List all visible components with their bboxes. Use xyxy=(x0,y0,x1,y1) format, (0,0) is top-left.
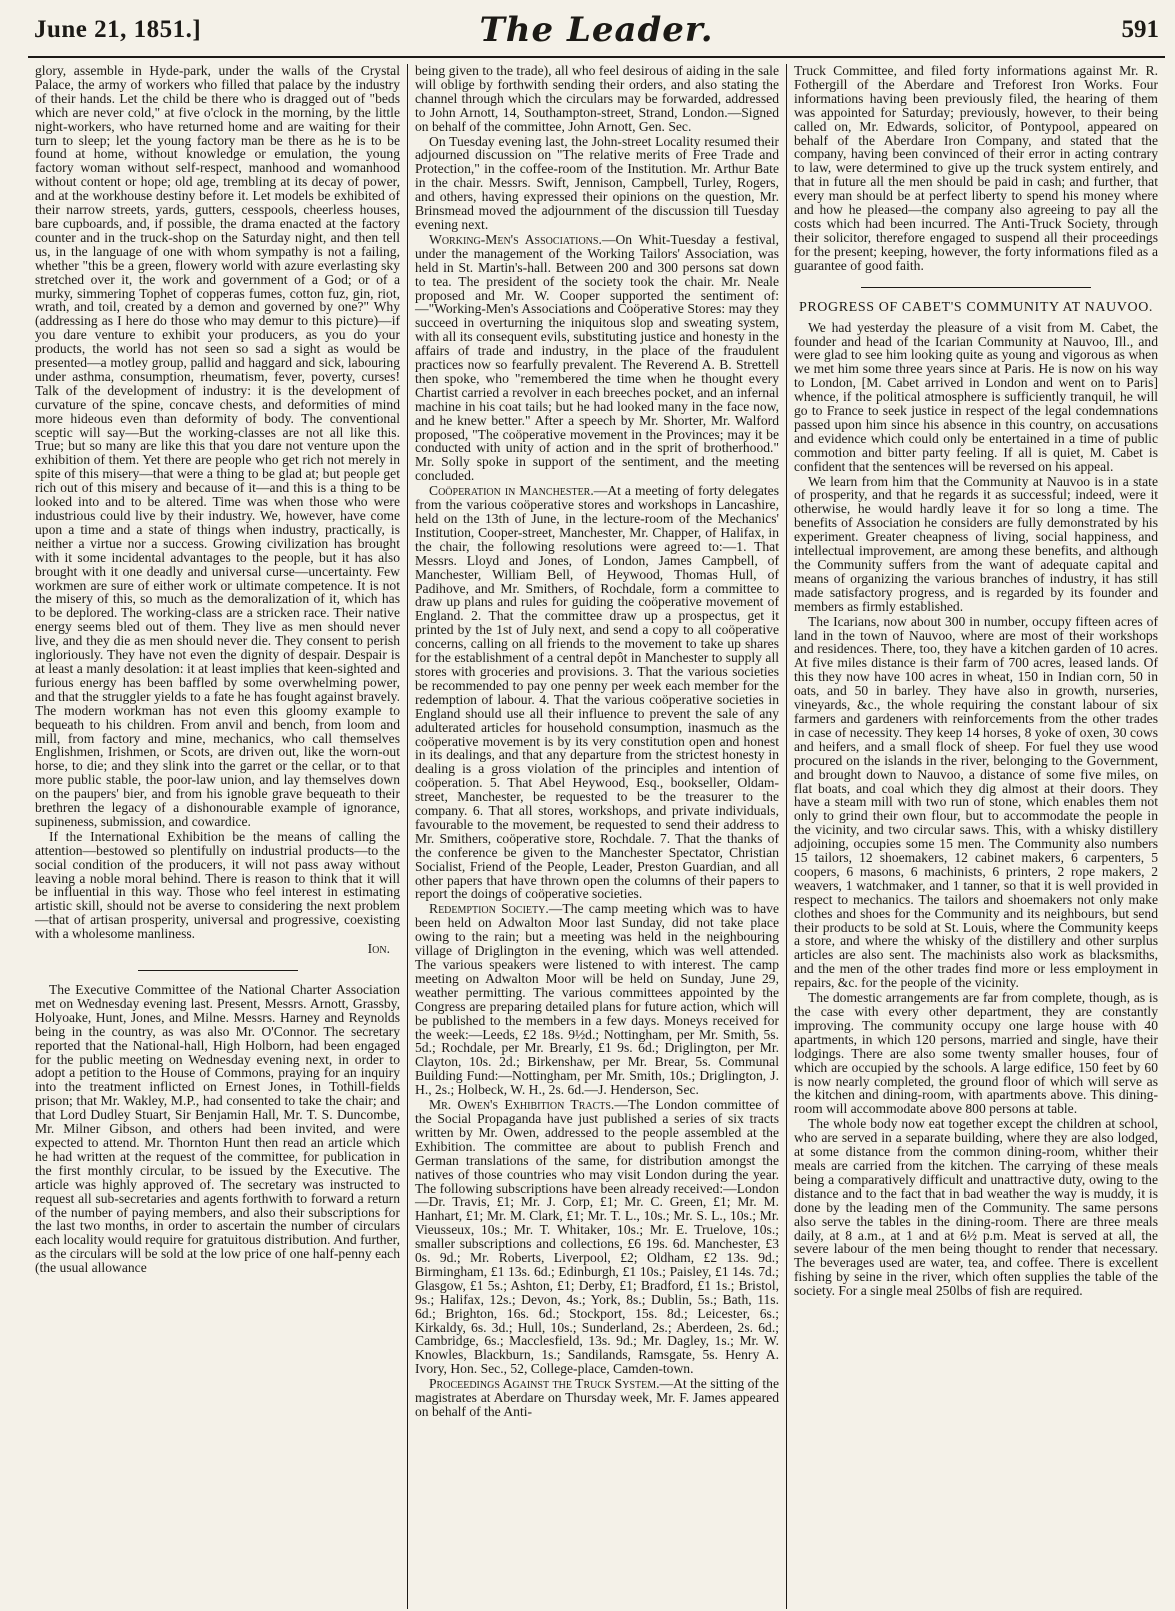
column-2-paragraph-4 xyxy=(415,484,779,901)
column-2-paragraph-5 xyxy=(415,902,779,1097)
column-3-paragraph-6: The whole body now eat together except the children at school, who are served in a separate building, where they are also lodged, at some distance from the common dining-room, whither their meals are carried from the kitchen. The carrying of these meals being a comparatively difficult and unattractive duty, owing to the distance and to the fact that in bad weather the way is muddy, it is done by the leading men of the Community. The same persons also serve the tables in the dining-room. There are three meals daily, at 8 a.m., at 1 and at 6½ p.m. Meat is served at all, the severe labour of the men being thought to render that necessary. The beverages used are water, tea, and coffee. There is excellent fishing by seine in the river, which often supplies the table of the society. For a single meal 250lbs of fish are required. xyxy=(794,1116,1158,1299)
column-2-paragraph-7 xyxy=(415,1377,779,1419)
column-2-paragraph-1: being given to the trade), all who feel desirous of aiding in the sale will oblige by forthwith sending their orders, and also stating the channel through which the circulars may be forwarded, addressed to John Arnott, 14, Southampton-street, Strand, London.—Signed on behalf of the committee, John Arnott, Gen. Sec. xyxy=(415,64,779,134)
column-3-paragraph-4: The Icarians, now about 300 in number, occupy fifteen acres of land in the town of Nauvoo, where are most of their workshops and residences. There, too, they have a kitchen garden of 10 acres. At five miles distance is their farm of 700 acres, leased lands. Of this they now have 100 acres in wheat, 150 in Indian corn, 50 in oats, and 50 in barley. They have also in growth, nurseries, vineyards, &c., the whole requiring the constant labour of six farmers and gardeners with reinforcements from the other trades in case of necessity. They keep 14 horses, 8 yoke of oxen, 30 cows and heifers, and a small flock of sheep. For fuel they use wood procured on the islands in the river, belonging to the Government, and brought down to Nauvoo, a distance of some five miles, on flat boats, and coal which they dig almost at their doors. They have a steam mill with two run of stone, which enables them not only to grind their own flour, but to accommodate the people in the vicinity, and two circular saws. This, with a whisky distillery adjoining, occupies some 15 men. The Community also numbers 15 tailors, 12 shoemakers, 12 cabinet makers, 6 carpenters, 5 coopers, 6 masons, 6 machinists, 6 printers, 2 rope makers, 2 weavers, 1 watchmaker, and 1 tanner, so that it is well provided in respect to mechanics. The tailors and shoemakers not only make clothes and shoes for the Community and its neighbours, but send their products to be sold at St. Louis, where the Community keeps a store, and where the whisky of the distillery and other surplus articles are also sent. The machinists also work as blacksmiths, and the men of the other trades find more or less employment in repairs, &c. for the people of the vicinity. xyxy=(794,613,1158,991)
column-3-paragraph-3: We learn from him that the Community at Nauvoo is in a state of prosperity, and that he regards it as successful; indeed, were it otherwise, he would hardly leave it for so long a time. The benefits of Association he considers are fully demonstrated by his experiment. Greater cheapness of living, social happiness, and intellectual improvement, are among these benefits, and although the Community suffers from the want of adequate capital and means of organizing the various branches of industry, it has still made satisfactory progress, and is regarded by its founder and members as firmly established. xyxy=(794,473,1158,614)
article-columns xyxy=(28,64,1165,1609)
masthead xyxy=(28,6,1165,58)
cooperation-manchester-text: —At a meeting of forty delegates from the various coöperative stores and workshops in Lancashire, held on the 13th of June, in the lecture-room of the Mechanics' Institution, Cooper-street, Manchester, Mr. Chapper, of Halifax, in the chair, the following resolutions were agreed to:—1. That Messrs. Lloyd and Jones, of London, James Campbell, of Manchester, William Bell, of Heywood, Thomas Hull, of Padihove, and Mr. Smithers, of Rochdale, form a committee to draw up plans and rules for guiding the coöperative movement of England. 2. That the committee draw up a prospectus, get it printed by the 1st of July next, and send a copy to all coöperative concerns, calling on all friends to the movement to take up shares for the establishment of a central depôt in Manchester to supply all stores with groceries and provisions. 3. That the various societies be recommended to pay one penny per week each member for the redemption of labour. 4. That the various coöperative societies in England should use all their influence to prevent the sale of any adulterated articles for household consumption, inasmuch as the coöperative movement is by its very constitution open and honest in its dealings, and that any departure from the strictest honesty in dealing is a gross violation of the principles and intention of coöperation. 5. That Abel Heywood, Esq., bookseller, Oldam-street, Manchester, be requested to be the treasurer to the company. 6. That all stores, workshops, and private individuals, favourable to the movement, be requested to send their address to Mr. Smithers, coöperative store, Rochdale. 7. That the thanks of the conference be given to the Manchester Spectator, Christian Socialist, Friend of the People, Leader, Preston Guardian, and all other papers that have thrown open the columns of their papers to report the doings of coöperative societies. xyxy=(415,483,779,902)
column-1-paragraph-2: If the International Exhibition be the means of calling the attention—bestowed so plentifully on industrial products—to the social condition of the producers, it will not pass away without leaving a noble moral behind. There is reason to think that it will be influential in this way. Those who feel interest in estimating artistic skill, should not be averse to considering the next problem—that of artisan prosperity, universal and progressive, coexisting with a wholesome manliness. xyxy=(35,828,400,942)
column-2-paragraph-2: On Tuesday evening last, the John-street Locality resumed their adjourned discussion on "The relative merits of Free Trade and Protection," in the coffee-room of the Institution. Mr. Arthur Bate in the chair. Messrs. Swift, Jennison, Campbell, Turley, Rogers, and others, having expressed their opinions on the question, Mr. Brinsmead moved the adjournment of the discussion till Tuesday evening next. xyxy=(415,133,779,232)
section-divider xyxy=(138,970,298,971)
owen-tracts-heading: Mr. Owen's Exhibition Tracts. xyxy=(429,1097,615,1113)
column-2-paragraph-6 xyxy=(415,1098,779,1376)
owen-tracts-text: —The London committee of the Social Propaganda have just published a series of six tracts written by Mr. Owen, addressed to the people assembled at the Exhibition. The committee are about to publish French and German translations of the same, for distribution amongst the natives of those countries who may visit London during the year. The following subscriptions have been already received:—London—Dr. Travis, £1; Mr. J. Corp, £1; Mr. C. Green, £1; Mr. M. Hanhart, £1; Mr. M. Clark, £1; Mr. T. L., 10s.; Mr. S. L., 10s.; Mr. Vieusseux, 10s.; Mr. T. Whitaker, 10s.; Mr. E. Truelove, 10s.; smaller subscriptions and collections, £6 19s. 6d. Manchester, £3 0s. 9d.; Mr. Roberts, Liverpool, £2; Oldham, £2 13s. 9d.; Birmingham, £1 13s. 6d.; Edinburgh, £1 10s.; Paisley, £1 14s. 7d.; Glasgow, £1 5s.; Ashton, £1; Derby, £1; Bradford, £1 1s.; Bristol, 9s.; Halifax, 12s.; Devon, 4s.; York, 8s.; Dublin, 5s.; Bath, 11s. 6d.; Brighton, 16s. 6d.; Stockport, 15s. 8d.; Leicester, 6s.; Kirkaldy, 6s. 3d.; Hull, 10s.; Sunderland, 2s.; Aberdeen, 2s. 6d.; Cambridge, 6s.; Macclesfield, 13s. 9d.; Mr. Dagley, 1s.; Mr. W. Knowles, Blackburn, 1s.; Sandilands, Ramsgate, 5s. Henry A. Ivory, Hon. Sec., 52, College-place, Camden-town. xyxy=(415,1097,779,1377)
column-2 xyxy=(407,64,786,1609)
newspaper-title: The Leader. xyxy=(479,10,714,50)
section-divider xyxy=(861,287,1091,288)
column-1 xyxy=(28,64,407,1609)
redemption-society-heading: Redemption Society. xyxy=(429,901,549,917)
redemption-society-text: —The camp meeting which was to have been held on Adwalton Moor last Sunday, did not take place owing to the rain; but a meeting was held in the neighbouring village of Driglington in the evening, which was well attended. The various speakers were listened to with interest. The camp meeting on Adwalton Moor will be held on Sunday, June 29, weather permitting. The various committees appointed by the Congress are preparing detailed plans for future action, which will be published to the members in a few days. Moneys received for the week:—Leeds, £2 18s. 9½d.; Nottingham, per Mr. Smith, 5s. 5d.; Rochdale, per Mr. Brearly, £1 9s. 6d.; Driglington, per Mr. Clayton, 10s. 2d.; Birkenshaw, per Mr. Brear, 5s. Communal Building Fund:—Nottingham, per Mr. Smith, 10s.; Driglington, J. H., 2s.; Holbeck, W. H., 2s. 6d.—J. Henderson, Sec. xyxy=(415,901,779,1098)
column-3-paragraph-1: Truck Committee, and filed forty informations against Mr. R. Fothergill of the Aberdare and Treforest Iron Works. Four informations having been previously filed, the hearing of them was appointed for Saturday; previously, however, to their being called on, Mr. Edwards, solicitor, of Pontypool, appeared on behalf of the Aberdare Iron Company, and stated that the company, having been convinced of their error in acting contrary to law, were determined to give up the truck system entirely, and that in future all the men should be paid in cash; and further, that every man should be at perfect liberty to spend his money where and how he pleased—the company also agreeing to pay all the costs which had been incurred. The Anti-Truck Society, through their solicitor, therefore engaged to suspend all their proceedings for the present; keeping, however, the forty informations filed as a guarantee of good faith. xyxy=(794,64,1158,273)
working-men-associations-heading: Working-Men's Associations. xyxy=(429,231,602,247)
column-3-paragraph-5: The domestic arrangements are far from complete, though, as is the case with every other department, they are constantly improving. The community occupy one large house with 40 apartments, in which 120 persons, married and single, have their lodgings. There are also some twenty smaller houses, four of which are occupied by the schools. A large edifice, 150 feet by 60 is now nearly completed, the ground floor of which will serve as the kitchen and dining-room, with apartments above. This dining-room will accommodate above 800 persons at table. xyxy=(794,990,1158,1117)
truck-system-text: —At the sitting of the magistrates at Aberdare on Thursday week, Mr. F. James appeared on behalf of the Anti- xyxy=(415,1376,779,1419)
cooperation-manchester-heading: Coöperation in Manchester. xyxy=(429,483,594,499)
column-3-paragraph-2: We had yesterday the pleasure of a visit from M. Cabet, the founder and head of the Icarian Community at Nauvoo, Ill., and were glad to see him looking quite as young and vigorous as when we met him some three years since at Paris. He is now on his way to London, [M. Cabet arrived in London and went on to Paris] whence, if the political atmosphere is sufficiently tranquil, he will go to France to seek justice in respect of the legal condemnations passed upon him since his absence in this country, on accusations and evidence which could only be entertained in a time of public commotion and bitter party feeling. If all is quiet, M. Cabet is confident that the sentences will be reversed on his appeal. xyxy=(794,319,1158,474)
working-men-associations-text: —On Whit-Tuesday a festival, under the management of the Working Tailors' Association, was held in St. Martin's-hall. Between 200 and 300 persons sat down to tea. The president of the society took the chair. Mr. Neale proposed and Mr. W. Cooper supported the sentiment of:—"Working-Men's Associations and Coöperative Stores: may they succeed in overturning the iniquitous slop and sweating system, with all its consequent evils, substituting justice and honesty in the affairs of trade and industry, in the place of the fraudulent practices now so fearfully prevalent. The Reverend A. B. Strettell then spoke, who "remembered the time when he thought every Chartist carried a revolver in each breeches pocket, and an infernal machine in his coat tails; but he had looked many in the face now, and he knew better." After a speech by Mr. Shorter, Mr. Walford proposed, "The coöperative movement in the Provinces; may it be conducted with unity of action and in the sprit of brotherhood." Mr. Solly spoke in support of the sentiment, and the meeting concluded. xyxy=(415,231,779,484)
column-2-paragraph-3 xyxy=(415,233,779,483)
column-1-paragraph-3: The Executive Committee of the National Charter Association met on Wednesday evening last. Present, Messrs. Arnott, Grassby, Holyoake, Hunt, Jones, and Milne. Messrs. Harney and Reynolds being in the country, as was also Mr. O'Connor. The secretary reported that the National-hall, High Holborn, had been engaged for the public meeting on Wednesday evening next, in order to adopt a petition to the House of Commons, praying for an inquiry into the treatment inflicted on Ernest Jones, in Tothill-fields prison; that Mr. Wakley, M.P., had consented to take the chair; and that Lord Dudley Stuart, Sir Benjamin Hall, Mr. T. S. Duncombe, Mr. Milner Gibson, and others had been invited, and were expected to attend. Mr. Thornton Hunt then read an article which he had written at the request of the committee, for publication in the first monthly circular, to be issued by the Executive. The article was highly approved of. The secretary was instructed to request all sub-secretaries and agents forthwith to forward a return of the number of paying members, and also their subscriptions for the last two months, in order to ascertain the number of circulars each locality would require for gratuitous distribution. And further, as the circulars will be sold at the low price of one half-penny each (the usual allowance xyxy=(35,982,400,1276)
column-3 xyxy=(786,64,1165,1609)
author-signature: Ion. xyxy=(367,941,390,957)
column-1-paragraph-1: glory, assemble in Hyde-park, under the walls of the Crystal Palace, the army of workers who filled that palace by the industry of their hands. Let the child be there who is dragged out of "beds which are never cold," at five o'clock in the morning, by the little night-workers, who have returned home and are waiting for their turn to sleep; let the young factory man be there as he is to be found at home, without knowledge or emulation, the young factory woman without self-respect, manhood and womanhood without content or hope; old age, trembling at its decay of power, and at the workhouse destiny before it. Let models be exhibited of their narrow streets, yards, gutters, cesspools, cheerless houses, bare cupboards, and, if possible, the drama enacted at the factory counter and in the truck-shop on the Saturday night, and then tell us, in the language of one with whom sympathy is not a failing, whether "this be a green, flowery world with azure everlasting sky stretched over it, the work and government of a God; or of a murky, simmering Tophet of copperas fumes, cotton fuz, gin, riot, wrath, and toil, created by a demon and governed by one?" Why (addressing as I here do those who may demur to this picture)—if you dare venture to exhibit your producers, as you do your products, the world has not seen so sad a sight as would be presented—a motley group, pallid and haggard and sick, labouring under asthma, consumption, rheumatism, fever, poverty, curses! Talk of the development of industry: it is the development of curvature of the spine, concave chests, and deformities of mind more hideous even than deformity of body. The conventional sceptic will say—But the working-classes are not all like this. True; but so many are like this that you dare not venture upon the exhibition of them. Yet there are people who get rich not merely in spite of this misery—that were a thing to be glad at; but people get rich out of this misery and because of it—and this is a thing to be looked into and to be altered. Time was when those who were industrious could live by their industry. We, however, have come upon a time and a state of things when industry, practically, is neither a virtue nor a success. Growing civilization has brought with it some incidental advantages to the people, but it has also brought with it one deadly and universal curse—uncertainty. Few workmen are sure of either work or ultimate competence. It is not the misery of this, so much as the demoralization of it, which has to be deplored. The working-class are a stricken race. Their native energy seems bled out of them. They live as men should never live, and they die as men should never die. They consent to perish ingloriously. They have not even the dignity of despair. Despair is at least a manly desolation: it at least implies that keen-sighted and furious energy has been baffled by some overwhelming power, and that the struggler yields to a fate he has fought against bravely. The modern workman has not even this gloomy example to bequeath to his children. From anvil and bench, from loom and mill, from factory and mine, mechanics, who call themselves Englishmen, Irishmen, or Scots, are driven out, like the worn-out horse, to die; and they slink into the garret or the cellar, or to that more public stable, the poor-law union, and lay themselves down on the paupers' bier, and from his ignoble grave bequeath to their brethren the legacy of a dishonourable example of ignorance, supineness, submission, and cowardice. xyxy=(35,64,400,829)
page-number: 591 xyxy=(1121,16,1159,43)
issue-date: June 21, 1851.] xyxy=(34,16,202,43)
cabet-article-heading: PROGRESS OF CABET'S COMMUNITY AT NAUVOO. xyxy=(798,299,1154,315)
truck-system-heading: Proceedings Against the Truck System. xyxy=(429,1376,660,1392)
